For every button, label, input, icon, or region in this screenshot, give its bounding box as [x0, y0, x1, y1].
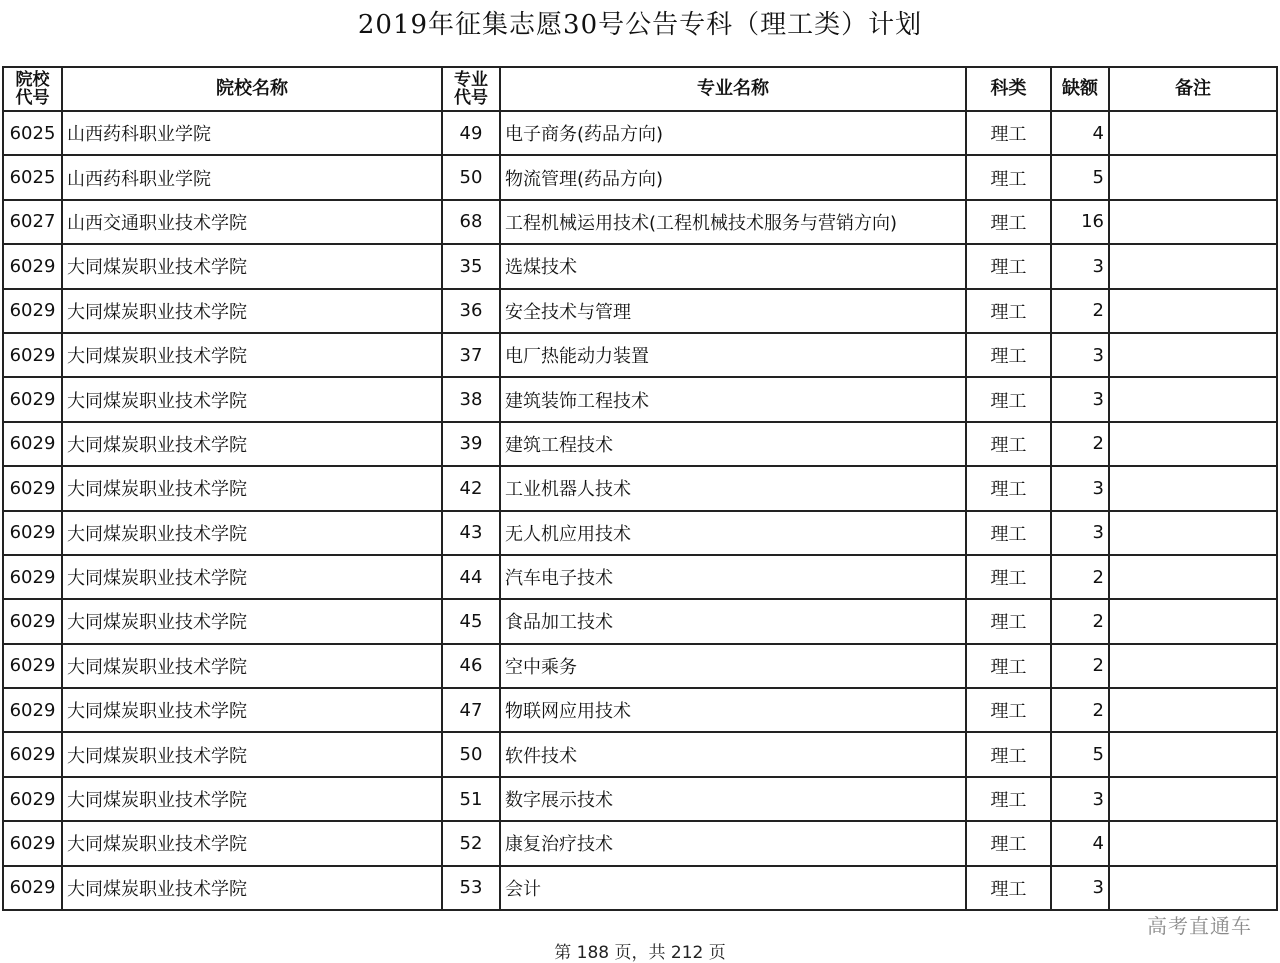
cell-category: 理工	[966, 511, 1051, 555]
cell-school-code: 6029	[3, 821, 62, 865]
cell-school-name: 大同煤炭职业技术学院	[62, 866, 442, 910]
cell-major-code: 42	[442, 466, 500, 510]
cell-vacancies: 16	[1051, 200, 1109, 244]
table-row	[3, 289, 1277, 333]
header-major-code-line2: 代号	[454, 88, 488, 108]
cell-vacancies: 5	[1051, 732, 1109, 776]
cell-major-code: 36	[442, 289, 500, 333]
cell-major-name: 工业机器人技术	[500, 466, 966, 510]
cell-school-code: 6029	[3, 289, 62, 333]
watermark: 高考直通车	[1147, 914, 1252, 938]
cell-remarks	[1109, 155, 1277, 199]
cell-remarks	[1109, 777, 1277, 821]
cell-school-name: 大同煤炭职业技术学院	[62, 466, 442, 510]
cell-major-code: 50	[442, 155, 500, 199]
table-row	[3, 422, 1277, 466]
cell-major-name: 建筑装饰工程技术	[500, 377, 966, 421]
cell-school-code: 6029	[3, 555, 62, 599]
cell-vacancies: 2	[1051, 644, 1109, 688]
cell-vacancies: 4	[1051, 111, 1109, 155]
cell-school-code: 6025	[3, 111, 62, 155]
cell-remarks	[1109, 644, 1277, 688]
cell-vacancies: 3	[1051, 333, 1109, 377]
table-row	[3, 200, 1277, 244]
cell-vacancies: 3	[1051, 377, 1109, 421]
cell-school-name: 大同煤炭职业技术学院	[62, 821, 442, 865]
cell-vacancies: 5	[1051, 155, 1109, 199]
page-title: 2019年征集志愿30号公告专科（理工类）计划	[357, 10, 923, 40]
cell-school-code: 6029	[3, 599, 62, 643]
cell-school-code: 6027	[3, 200, 62, 244]
cell-school-name: 大同煤炭职业技术学院	[62, 244, 442, 288]
table-row	[3, 644, 1277, 688]
cell-major-code: 68	[442, 200, 500, 244]
cell-remarks	[1109, 200, 1277, 244]
cell-remarks	[1109, 422, 1277, 466]
cell-remarks	[1109, 688, 1277, 732]
table-row	[3, 511, 1277, 555]
cell-major-name: 建筑工程技术	[500, 422, 966, 466]
cell-category: 理工	[966, 333, 1051, 377]
table-row	[3, 155, 1277, 199]
cell-major-code: 37	[442, 333, 500, 377]
cell-school-name: 山西药科职业学院	[62, 111, 442, 155]
cell-school-name: 大同煤炭职业技术学院	[62, 777, 442, 821]
cell-remarks	[1109, 599, 1277, 643]
cell-remarks	[1109, 555, 1277, 599]
cell-major-name: 物联网应用技术	[500, 688, 966, 732]
cell-vacancies: 3	[1051, 244, 1109, 288]
cell-school-code: 6029	[3, 377, 62, 421]
cell-remarks	[1109, 466, 1277, 510]
cell-major-code: 46	[442, 644, 500, 688]
cell-major-code: 35	[442, 244, 500, 288]
cell-category: 理工	[966, 289, 1051, 333]
cell-major-name: 安全技术与管理	[500, 289, 966, 333]
cell-major-code: 51	[442, 777, 500, 821]
header-school-name: 院校名称	[62, 67, 442, 111]
cell-major-name: 电子商务(药品方向)	[500, 111, 966, 155]
cell-remarks	[1109, 289, 1277, 333]
cell-category: 理工	[966, 821, 1051, 865]
header-remarks: 备注	[1109, 67, 1277, 111]
cell-major-name: 食品加工技术	[500, 599, 966, 643]
cell-vacancies: 2	[1051, 555, 1109, 599]
cell-major-code: 50	[442, 732, 500, 776]
cell-vacancies: 4	[1051, 821, 1109, 865]
cell-category: 理工	[966, 200, 1051, 244]
header-vacancies: 缺额	[1051, 67, 1109, 111]
cell-major-name: 软件技术	[500, 732, 966, 776]
cell-category: 理工	[966, 732, 1051, 776]
cell-category: 理工	[966, 555, 1051, 599]
header-major-code	[442, 67, 500, 111]
table-body	[3, 111, 1277, 910]
table-row	[3, 866, 1277, 910]
header-major-code-line1: 专业	[454, 70, 488, 90]
cell-category: 理工	[966, 377, 1051, 421]
cell-school-code: 6029	[3, 422, 62, 466]
cell-school-code: 6029	[3, 466, 62, 510]
table-row	[3, 599, 1277, 643]
header-school-code-line2: 代号	[15, 88, 50, 108]
header-school-code-line1: 院校	[15, 70, 50, 90]
cell-school-code: 6029	[3, 732, 62, 776]
table-row	[3, 111, 1277, 155]
cell-vacancies: 2	[1051, 422, 1109, 466]
cell-category: 理工	[966, 688, 1051, 732]
cell-remarks	[1109, 732, 1277, 776]
cell-major-code: 49	[442, 111, 500, 155]
table-row	[3, 333, 1277, 377]
cell-school-name: 大同煤炭职业技术学院	[62, 511, 442, 555]
table-row	[3, 377, 1277, 421]
cell-major-name: 选煤技术	[500, 244, 966, 288]
header-school-code	[3, 67, 62, 111]
cell-remarks	[1109, 866, 1277, 910]
cell-remarks	[1109, 377, 1277, 421]
cell-remarks	[1109, 511, 1277, 555]
cell-vacancies: 3	[1051, 866, 1109, 910]
header-major-name: 专业名称	[500, 67, 966, 111]
cell-vacancies: 3	[1051, 466, 1109, 510]
cell-major-code: 47	[442, 688, 500, 732]
cell-remarks	[1109, 244, 1277, 288]
table-row	[3, 244, 1277, 288]
cell-vacancies: 3	[1051, 511, 1109, 555]
cell-major-name: 会计	[500, 866, 966, 910]
cell-school-name: 大同煤炭职业技术学院	[62, 688, 442, 732]
cell-category: 理工	[966, 599, 1051, 643]
cell-major-code: 53	[442, 866, 500, 910]
header-category: 科类	[966, 67, 1051, 111]
cell-school-name: 大同煤炭职业技术学院	[62, 644, 442, 688]
cell-major-code: 52	[442, 821, 500, 865]
cell-school-name: 大同煤炭职业技术学院	[62, 599, 442, 643]
cell-school-code: 6029	[3, 644, 62, 688]
cell-major-name: 康复治疗技术	[500, 821, 966, 865]
table-row	[3, 555, 1277, 599]
table-row	[3, 821, 1277, 865]
cell-school-name: 山西交通职业技术学院	[62, 200, 442, 244]
cell-major-name: 无人机应用技术	[500, 511, 966, 555]
table-row	[3, 466, 1277, 510]
cell-category: 理工	[966, 422, 1051, 466]
cell-major-code: 45	[442, 599, 500, 643]
cell-vacancies: 2	[1051, 599, 1109, 643]
plan-table	[2, 66, 1278, 911]
cell-category: 理工	[966, 644, 1051, 688]
cell-major-name: 电厂热能动力装置	[500, 333, 966, 377]
cell-major-name: 空中乘务	[500, 644, 966, 688]
table-row	[3, 777, 1277, 821]
cell-major-code: 38	[442, 377, 500, 421]
cell-school-code: 6029	[3, 777, 62, 821]
cell-category: 理工	[966, 155, 1051, 199]
cell-school-name: 大同煤炭职业技术学院	[62, 333, 442, 377]
cell-school-name: 山西药科职业学院	[62, 155, 442, 199]
table-row	[3, 732, 1277, 776]
cell-major-code: 43	[442, 511, 500, 555]
cell-school-code: 6025	[3, 155, 62, 199]
cell-category: 理工	[966, 244, 1051, 288]
cell-category: 理工	[966, 866, 1051, 910]
page-footer: 第 188 页，共 212 页	[554, 943, 726, 963]
cell-remarks	[1109, 333, 1277, 377]
cell-category: 理工	[966, 466, 1051, 510]
cell-major-name: 数字展示技术	[500, 777, 966, 821]
cell-school-name: 大同煤炭职业技术学院	[62, 289, 442, 333]
cell-major-name: 工程机械运用技术(工程机械技术服务与营销方向)	[500, 200, 966, 244]
cell-school-name: 大同煤炭职业技术学院	[62, 732, 442, 776]
cell-school-code: 6029	[3, 333, 62, 377]
cell-school-name: 大同煤炭职业技术学院	[62, 555, 442, 599]
cell-school-code: 6029	[3, 866, 62, 910]
cell-school-code: 6029	[3, 511, 62, 555]
table-row	[3, 688, 1277, 732]
cell-remarks	[1109, 111, 1277, 155]
cell-major-code: 39	[442, 422, 500, 466]
cell-school-code: 6029	[3, 688, 62, 732]
cell-major-name: 物流管理(药品方向)	[500, 155, 966, 199]
cell-category: 理工	[966, 777, 1051, 821]
cell-remarks	[1109, 821, 1277, 865]
cell-category: 理工	[966, 111, 1051, 155]
cell-vacancies: 2	[1051, 289, 1109, 333]
cell-major-name: 汽车电子技术	[500, 555, 966, 599]
cell-vacancies: 3	[1051, 777, 1109, 821]
cell-school-name: 大同煤炭职业技术学院	[62, 422, 442, 466]
table-header-row	[3, 67, 1277, 111]
cell-school-name: 大同煤炭职业技术学院	[62, 377, 442, 421]
cell-school-code: 6029	[3, 244, 62, 288]
cell-vacancies: 2	[1051, 688, 1109, 732]
cell-major-code: 44	[442, 555, 500, 599]
